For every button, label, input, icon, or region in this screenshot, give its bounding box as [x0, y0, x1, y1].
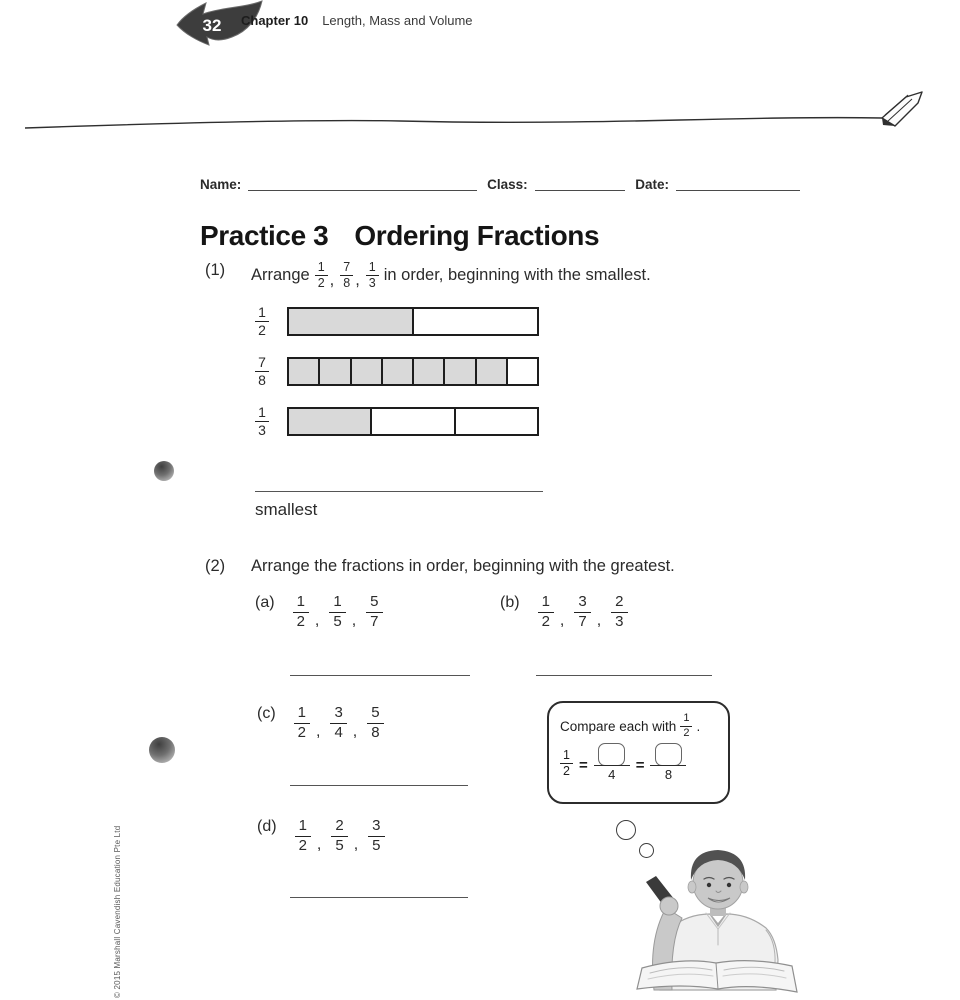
strip-row-seven-eighths [253, 356, 539, 387]
fraction: $\frac{3}{4}$ [330, 705, 346, 741]
answer-line-q1 [255, 491, 543, 492]
item-d-label: (d) [257, 818, 277, 835]
comma: , [355, 271, 360, 290]
name-blank [248, 176, 477, 191]
fraction: $\frac{5}{8}$ [367, 705, 383, 741]
fraction: $\frac{1}{2}$ [294, 705, 310, 741]
equals-sign: = [635, 757, 645, 775]
comma: , [353, 835, 359, 853]
question-1-prompt [251, 261, 651, 290]
fraction: $\frac{5}{7}$ [366, 594, 382, 630]
student-photo [618, 842, 816, 1000]
practice-topic: Ordering Fractions [354, 220, 600, 251]
comma: , [316, 722, 321, 740]
name-label: Name: [200, 177, 242, 192]
class-blank [535, 176, 626, 191]
item-c-label: (c) [257, 705, 276, 722]
date-label: Date: [635, 177, 670, 192]
fraction: $\frac{1}{2}$ [538, 594, 554, 630]
hint-equation [560, 743, 717, 782]
bar-cell [477, 359, 508, 384]
bar-cell [414, 309, 537, 334]
item-b [500, 594, 628, 630]
bar-cell [456, 409, 537, 434]
answer-line-d [290, 897, 468, 898]
comma: , [316, 835, 322, 853]
student-info-row [200, 176, 800, 192]
bar-cell [289, 359, 320, 384]
answer-line-a [290, 675, 470, 676]
comma: , [559, 611, 565, 629]
item-b-label: (b) [500, 594, 520, 611]
comma: , [314, 611, 320, 629]
date-blank [676, 176, 800, 191]
bar-cell [372, 409, 455, 434]
comma: , [596, 611, 602, 629]
fraction: $\frac{2}{3}$ [611, 594, 627, 630]
item-a-label: (a) [255, 594, 275, 611]
fraction: $\frac{2}{5}$ [331, 818, 347, 854]
smallest-caption: smallest [255, 500, 318, 519]
fraction-bar [287, 307, 539, 336]
fraction: $\frac{1}{3}$ [366, 261, 379, 290]
prompt-text: Arrange the fractions in order, beginning with the greatest. [251, 557, 675, 575]
bar-cell [320, 359, 351, 384]
hint-bubble [547, 701, 730, 804]
hand-drawn-divider [0, 90, 960, 142]
pencil-icon [882, 92, 922, 126]
question-1-number: (1) [205, 261, 226, 279]
blank-fraction-eighths: 8 [650, 743, 686, 782]
punch-hole [149, 737, 175, 763]
fraction-bar [287, 357, 539, 386]
practice-number: Practice 3 [200, 220, 329, 251]
item-d [257, 818, 385, 854]
fraction: $\frac{1}{5}$ [329, 594, 345, 630]
hint-text [560, 713, 717, 739]
bar-cell [383, 359, 414, 384]
answer-line-b [536, 675, 712, 676]
fraction-bar [287, 407, 539, 436]
question-1 [205, 261, 651, 290]
bar-cell [289, 409, 372, 434]
bar-cell [508, 359, 537, 384]
fraction: $\frac{1}{2}$ [315, 261, 328, 290]
thought-circle-icon [616, 820, 636, 840]
blank-box [655, 743, 682, 766]
item-d-fractions [295, 818, 385, 854]
class-label: Class: [487, 177, 528, 192]
strip-row-third [253, 406, 539, 437]
bar-cell [289, 309, 414, 334]
fraction: $\frac{1}{2}$ [560, 749, 573, 778]
strip-label: $\frac{1}{2}$ [253, 305, 271, 337]
hint-prefix: Compare each with [560, 718, 677, 734]
question-2-number: (2) [205, 557, 226, 575]
prompt-prefix: Arrange [251, 266, 310, 285]
question-2 [205, 557, 675, 576]
copyright-notice: © 2015 Marshall Cavendish Education Pte Ltd [113, 825, 122, 998]
fraction: $\frac{1}{2}$ [680, 713, 692, 739]
prompt-suffix: in order, beginning with the smallest. [383, 266, 651, 285]
bar-cell [445, 359, 476, 384]
question-2-prompt [251, 557, 675, 576]
item-a-fractions [293, 594, 383, 630]
bar-cell [414, 359, 445, 384]
strip-label: $\frac{1}{3}$ [253, 405, 271, 437]
comma: , [352, 722, 358, 740]
blank-fraction-fourths: 4 [594, 743, 630, 782]
item-c-fractions [294, 705, 384, 741]
item-b-fractions [538, 594, 628, 630]
fraction-strip-diagram [253, 306, 539, 437]
fraction: $\frac{3}{7}$ [574, 594, 590, 630]
fraction: $\frac{1}{2}$ [295, 818, 311, 854]
item-a [255, 594, 383, 630]
strip-row-half [253, 306, 539, 337]
comma: , [329, 271, 335, 290]
equals-sign: = [578, 757, 588, 775]
chapter-header [241, 13, 473, 28]
page-title [200, 220, 599, 252]
punch-hole [154, 461, 174, 481]
page-number: 32 [202, 16, 222, 35]
comma: , [351, 611, 357, 629]
fraction: $\frac{7}{8}$ [340, 261, 353, 290]
hint-suffix: . [696, 718, 701, 734]
answer-line-c [290, 785, 468, 786]
fraction: $\frac{1}{2}$ [293, 594, 309, 630]
fraction: $\frac{3}{5}$ [368, 818, 384, 854]
strip-label: $\frac{7}{8}$ [253, 355, 271, 387]
chapter-title: Length, Mass and Volume [322, 13, 473, 28]
bar-cell [352, 359, 383, 384]
blank-box [598, 743, 625, 766]
chapter-label: Chapter 10 [241, 13, 309, 28]
item-c [257, 705, 384, 741]
